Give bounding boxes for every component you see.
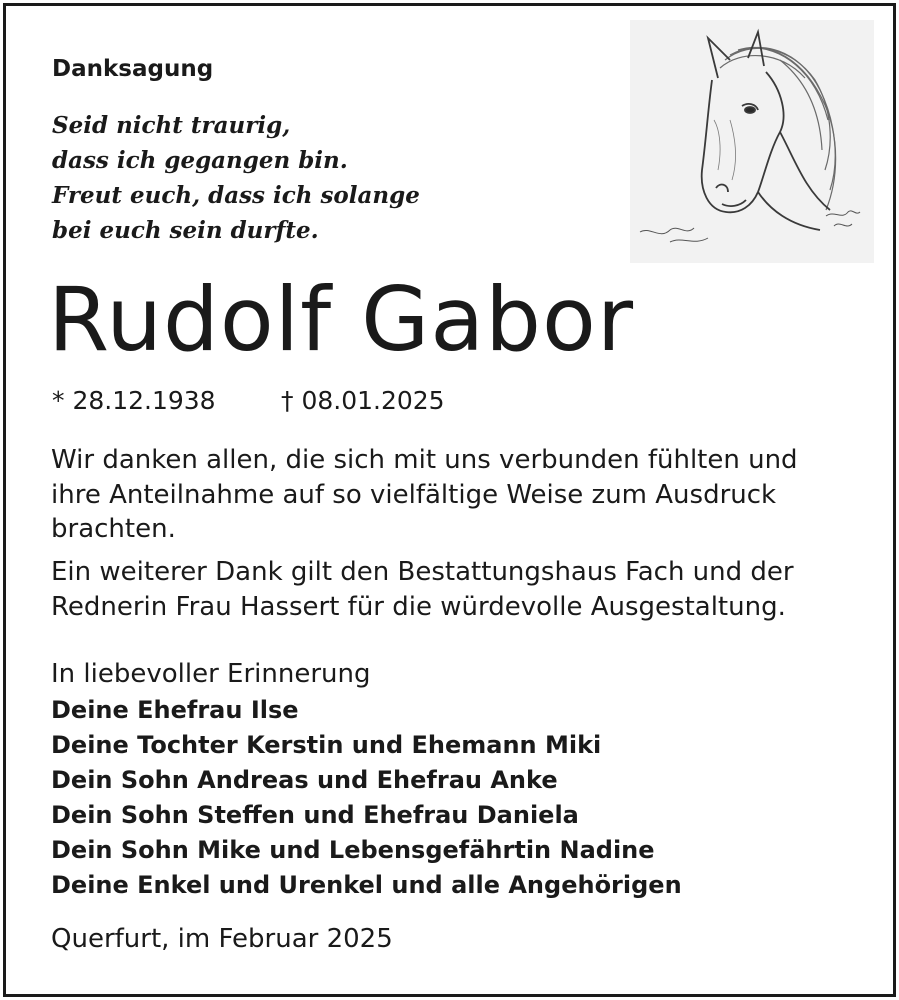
mourner-line: Deine Tochter Kerstin und Ehemann Miki (51, 731, 602, 759)
place-and-date: Querfurt, im Februar 2025 (51, 924, 393, 954)
mourner-line: Dein Sohn Andreas und Ehefrau Anke (51, 766, 558, 794)
mourner-line: Deine Ehefrau Ilse (51, 696, 299, 724)
birth-date: * 28.12.1938 (52, 386, 216, 415)
thanks-line: Rednerin Frau Hassert für die würdevolle Ausgestaltung. (51, 592, 786, 622)
verse-line: dass ich gegangen bin. (52, 147, 348, 174)
verse-line: bei euch sein durfte. (52, 217, 319, 244)
thanks-line: ihre Anteilnahme auf so vielfältige Weise zum Ausdruck (51, 480, 777, 510)
notice-heading: Danksagung (52, 56, 214, 82)
mourner-line: Deine Enkel und Urenkel und alle Angehörigen (51, 871, 682, 899)
mourner-line: Dein Sohn Steffen und Ehefrau Daniela (51, 801, 579, 829)
deceased-name: Rudolf Gabor (48, 268, 635, 371)
horse-sketch-icon (630, 20, 874, 263)
thanks-line: brachten. (51, 514, 176, 544)
verse-line: Freut euch, dass ich solange (52, 182, 420, 209)
thanks-line: Ein weiterer Dank gilt den Bestattungshaus Fach und der (51, 557, 794, 587)
memory-intro: In liebevoller Erinnerung (51, 659, 371, 689)
horse-portrait-image (630, 20, 874, 263)
death-date: † 08.01.2025 (281, 386, 445, 415)
verse-line: Seid nicht traurig, (52, 112, 291, 139)
thanks-line: Wir danken allen, die sich mit uns verbunden fühlten und (51, 445, 798, 475)
mourner-line: Dein Sohn Mike und Lebensgefährtin Nadine (51, 836, 655, 864)
